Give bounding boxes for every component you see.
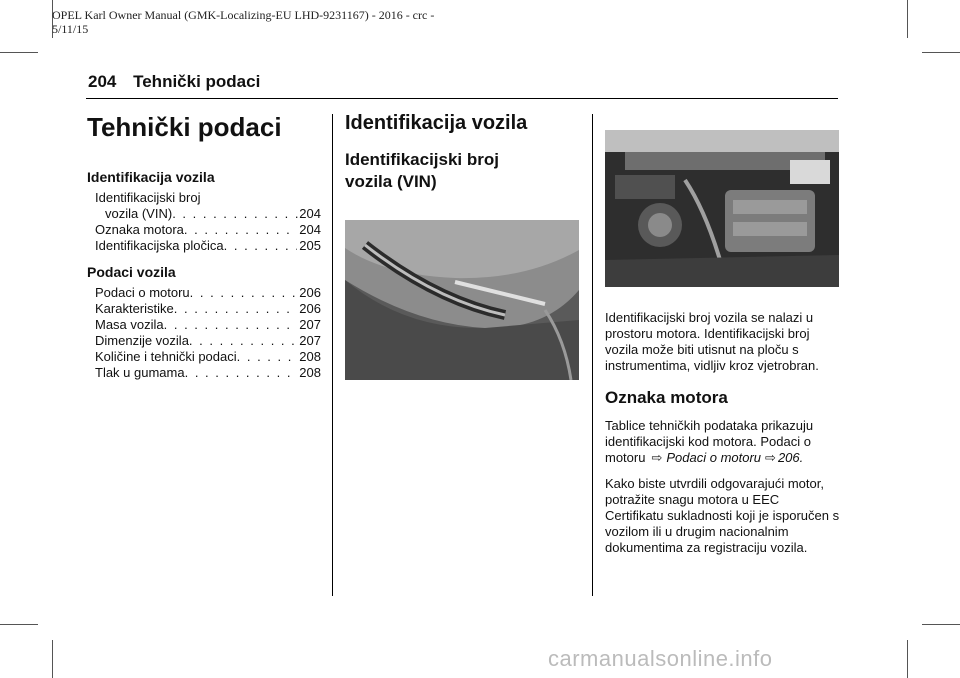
running-title: Tehnički podaci [133,72,261,91]
watermark: carmanualsonline.info [548,646,773,671]
toc-leader [185,365,298,381]
toc-entry[interactable] [87,317,321,333]
toc-section-title: Identifikacija vozila [87,169,215,185]
column-divider [332,114,333,596]
toc-entry[interactable] [87,238,321,254]
toc-entry-text: Dimenzije vozila [95,333,189,348]
toc-entry[interactable] [87,285,321,301]
toc-leader [174,301,298,317]
vin-heading-line: vozila (VIN) [345,172,437,191]
chapter-toc [87,112,321,391]
toc-entry[interactable] [87,365,321,381]
vin-location-photo [345,220,579,380]
toc-leader [172,206,299,222]
engine-heading: Oznaka motora [605,388,728,407]
crop-mark [907,640,908,678]
toc-page: 205 [299,238,321,253]
engine-text: Tablice tehničkih podataka prikazuju identifikacijski kod motora. Podaci o motoru [605,418,814,465]
right-arrow-outline-icon: ⇨ [765,450,776,465]
toc-entry-text: Karakteristike [95,301,174,316]
toc-entry-text: Masa vozila [95,317,164,332]
toc-entry-text: Podaci o motoru [95,285,190,300]
engine-xref-link[interactable]: Podaci o motoru [666,450,762,465]
vin-description: Identifikacijski broj vozila se nalazi u prostoru motora. Identifikacijski broj vozila može biti utisnut na ploču s instrumentima, vidljiv kroz vjetrobran. [605,310,819,373]
toc-entry[interactable] [87,190,321,222]
vin-heading [345,149,579,193]
toc-leader [190,285,298,301]
toc-entry-text: Identifikacijska pločica [95,238,224,253]
toc-entry[interactable] [87,222,321,238]
vin-photo-illustration [345,220,579,380]
toc-page: 208 [299,365,321,380]
toc-page: 208 [299,349,321,364]
engine-description [605,418,841,466]
document-meta [52,8,532,36]
section-title: Identifikacija vozila [345,112,528,134]
toc-leader [224,238,298,254]
toc-list [87,285,321,381]
crop-mark [0,52,38,53]
toc-section-title: Podaci vozila [87,264,176,280]
toc-page: 206 [299,285,321,300]
toc-entry-text: Tlak u gumama [95,365,185,380]
page-number: 204 [88,72,117,91]
column-divider [592,114,593,596]
right-arrow-outline-icon: ⇨ [651,450,663,465]
toc-page: 206 [299,301,321,316]
meta-date: 5/11/15 [52,22,89,36]
toc-page: 207 [299,317,321,332]
engine-description-2: Kako biste utvrdili odgovarajući motor, potražite snagu motora u EEC Certifikatu sukladnosti koji je isporučen s vozilom ili u drugim nacionalnim dokumentima za registraciju vozila. [605,476,840,555]
toc-page: 204 [299,206,321,221]
toc-entry-text: Oznaka motora [95,222,184,237]
header-rule [86,98,838,99]
vin-heading-line: Identifikacijski broj [345,150,499,169]
toc-leader [184,222,297,238]
toc-entry[interactable] [87,301,321,317]
engine-bay-photo [605,130,839,287]
toc-leader [164,317,298,333]
crop-mark [907,0,908,38]
toc-entry-text: Identifikacijski broj [95,190,201,205]
toc-entry[interactable] [87,349,321,365]
crop-mark [922,52,960,53]
meta-line: OPEL Karl Owner Manual (GMK-Localizing-EU LHD-9231167) - 2016 - crc - [52,8,435,22]
running-header [88,72,260,92]
engine-xref-page[interactable]: 206. [777,450,804,465]
toc-page: 204 [299,222,321,237]
crop-mark [52,640,53,678]
toc-list [87,190,321,254]
toc-leader [189,333,297,349]
vin-section [345,112,579,219]
toc-entry-text: vozila (VIN) [105,206,173,221]
crop-mark [0,624,38,625]
crop-mark [922,624,960,625]
engine-photo-illustration [605,130,839,287]
info-column [605,310,841,566]
toc-leader [237,349,298,365]
chapter-title: Tehnički podaci [87,112,282,142]
toc-entry[interactable] [87,333,321,349]
toc-entry-text: Količine i tehnički podaci [95,349,237,364]
toc-page: 207 [299,333,321,348]
